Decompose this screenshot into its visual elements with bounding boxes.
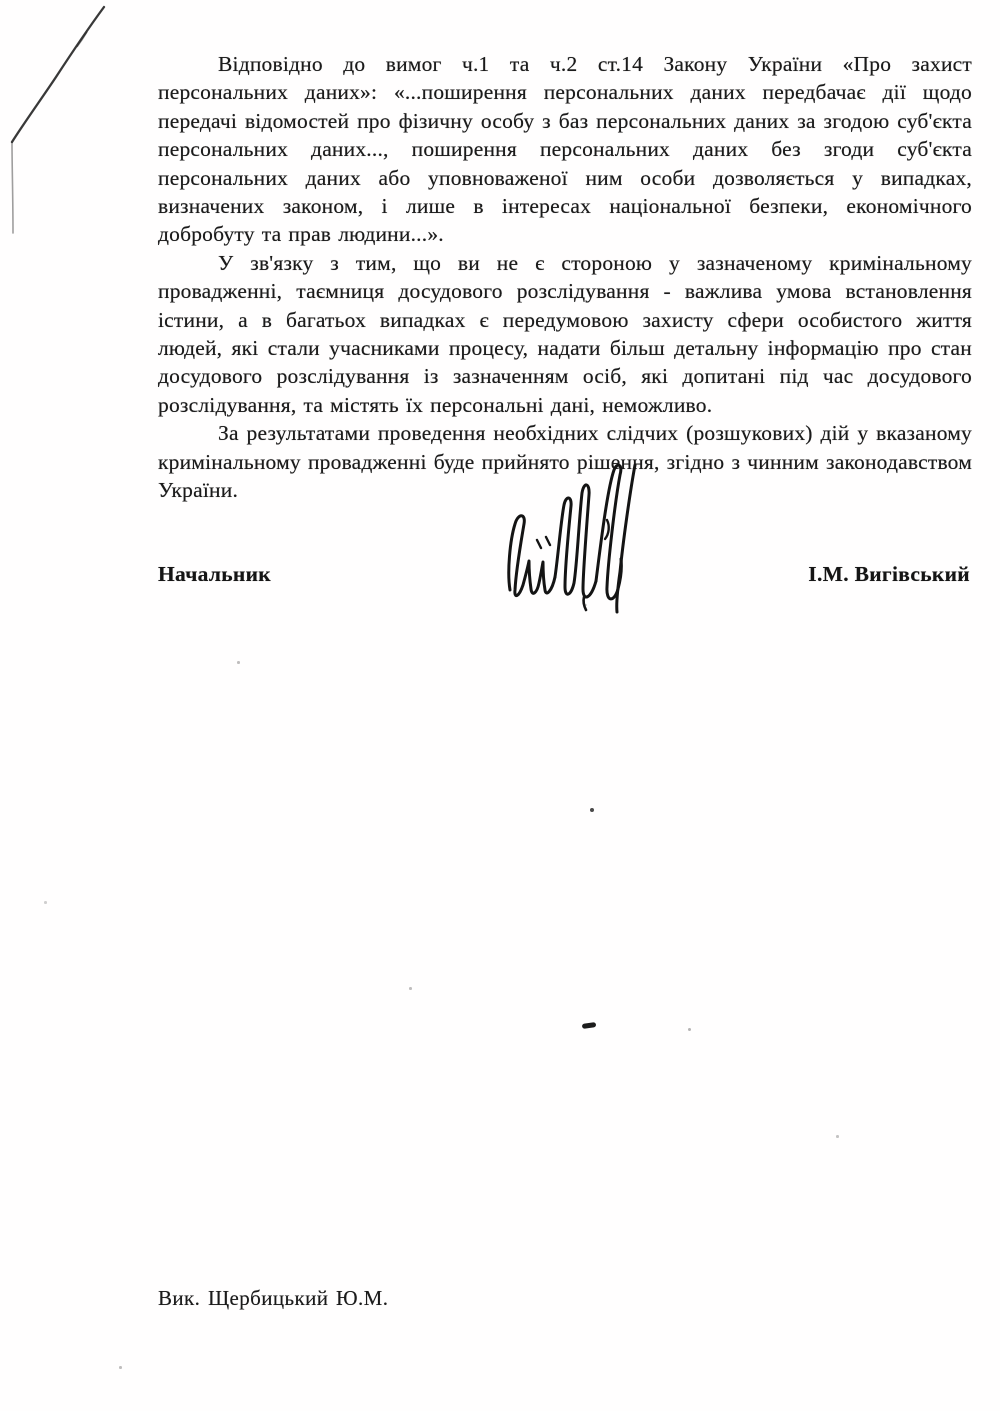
ink-speck — [836, 1135, 839, 1138]
ink-speck — [409, 987, 412, 990]
ink-speck — [119, 1366, 122, 1369]
scan-artifact-line — [0, 0, 150, 260]
signatory-position: Начальник — [158, 562, 271, 586]
paragraph-conclusion: За результатами проведення необхідних слідчих (розшукових) дій у вказаному кримінальному провадженні буде прийнято рішення, згідно з чинним законодавством України. — [158, 421, 972, 503]
ink-dash-mark — [582, 1022, 596, 1028]
signatory-name: І.М. Вигівський — [808, 562, 970, 586]
paragraph-secrecy-explanation: У зв'язку з тим, що ви не є стороною у зазначеному кримінальному провадженні, таємниця досудового розслідування - важлива умова встановлення істини, а в багатьох випадках є передумовою захисту сфери особистого життя людей, які стали учасниками процесу, надати більш детальну інформацію про стан досудового розслідування із зазначенням осіб, які допитані під час досудового розслідування, та містять їх персональні дані, неможливо. — [158, 250, 972, 417]
document-body — [158, 50, 972, 505]
paragraph-law-quote: Відповідно до вимог ч.1 та ч.2 ст.14 Закону України «Про захист персональних даних»: «...поширення персональних даних передбачає дії щодо передачі відомостей про фізичну особу з баз персональних даних за згодою суб'єкта персональних даних..., поширення персональних даних без згоди суб'єкта персональних даних або уповноваженої ним особи дозволяється у випадках, визначених законом, і лише в інтересах національної безпеки, економічного добробуту та прав людини...». — [158, 52, 972, 247]
ink-speck — [688, 1028, 691, 1031]
ink-speck — [960, 203, 962, 205]
ink-speck — [585, 604, 587, 606]
ink-speck — [590, 808, 594, 812]
ink-speck — [44, 901, 47, 904]
executor-line: Вик. Щербицький Ю.М. — [158, 1286, 389, 1310]
ink-speck — [237, 661, 240, 664]
signature-scribble — [503, 462, 645, 616]
